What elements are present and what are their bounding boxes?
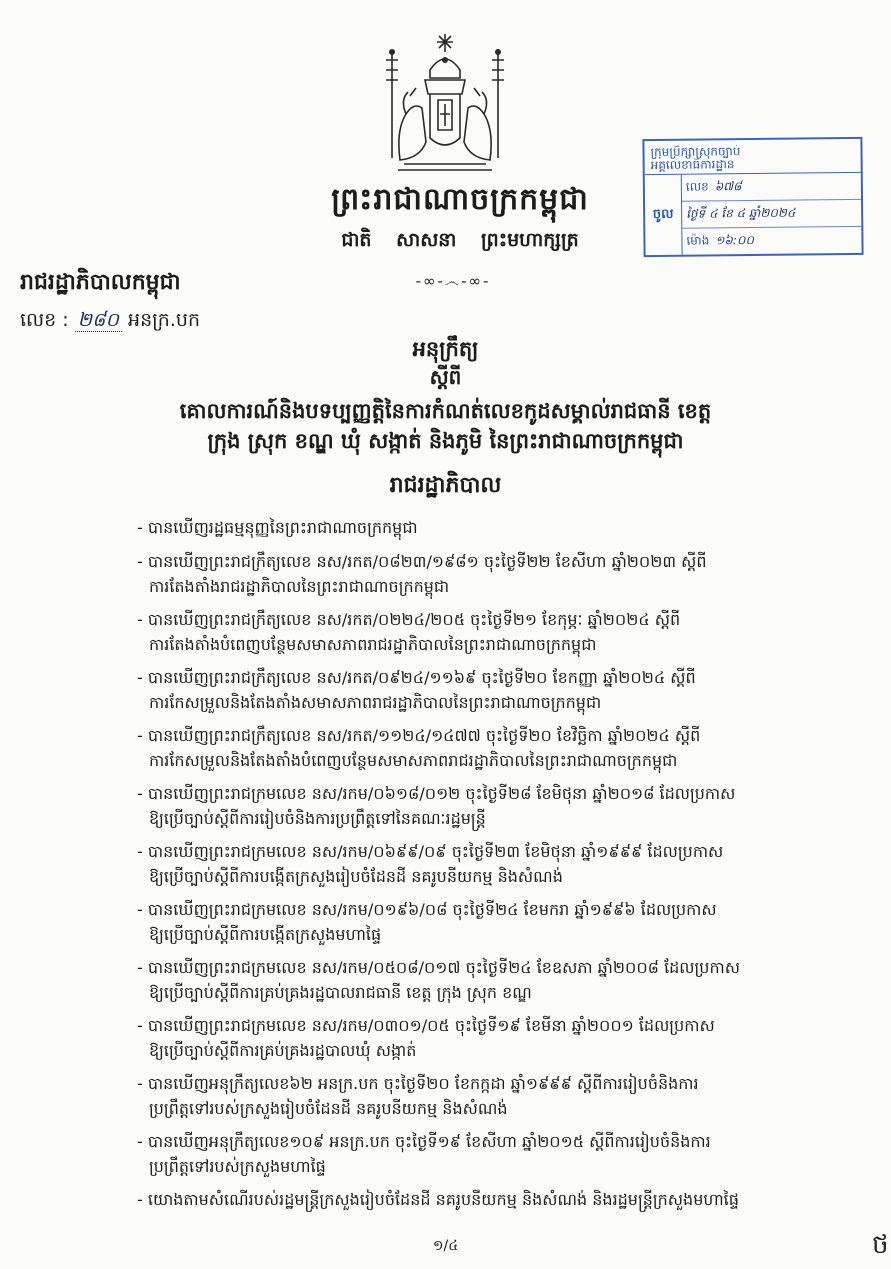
document-type-title: អនុក្រឹត្យ [412, 337, 479, 361]
recitals-list [137, 515, 857, 1221]
recital-item [137, 839, 857, 889]
reference-number-line [20, 308, 200, 336]
stamp-time: ១៦:០០ [715, 232, 755, 248]
recital-line-2: ប្រព្រឹត្តទៅរបស់ក្រសួងរៀបចំដែនដី នគរូបនីយកម្ម និងសំណង់ [149, 1099, 508, 1118]
recital-line-1: - បានឃើញព្រះរាជក្រមលេខ នស/រកម/០១៩៦/០៨ ចុះថ្ងៃទី២៤ ខែមករា ឆ្នាំ១៩៩៦ ដែលប្រកាស [137, 900, 717, 919]
recital-line-1: - បានឃើញព្រះរាជក្រមលេខ នស/រកម/០៦៩៩/០៩ ចុះថ្ងៃទី២៣ ខែមិថុនា ឆ្នាំ១៩៩៩ ដែលប្រកាស [137, 842, 724, 861]
recital-item [137, 515, 857, 540]
stamp-number: ៦៧៨ [714, 179, 742, 194]
recital-line-1: - បានឃើញព្រះរាជក្រឹត្យលេខ នស/រកត/០៨២៣/១៩៨១ ចុះថ្ងៃទី២២ ខែសីហា ឆ្នាំ២០២៣ ស្ដីពី [137, 552, 707, 571]
stamp-number-row [682, 173, 861, 201]
subject-line-1: គោលការណ៍និងបទប្បញ្ញត្តិនៃការកំណត់លេខកូដសម្គាល់រាជធានី ខេត្ត [179, 399, 712, 423]
stamp-time-row [682, 226, 861, 255]
recital-line-1: - បានឃើញព្រះរាជក្រមលេខ នស/រកម/០៣០១/០៥ ចុះថ្ងៃទី១៩ ខែមីនា ឆ្នាំ២០០១ ដែលប្រកាស [137, 1016, 715, 1035]
recital-item [137, 665, 857, 715]
regarding-label: ស្ដីពី [429, 365, 462, 389]
recital-line-1: - បានឃើញព្រះរាជក្រមលេខ នស/រកម/០៥០៨/០១៧ ចុះថ្ងៃទី២៤ ខែឧសភា ឆ្នាំ២០០៨ ដែលប្រកាស [137, 958, 740, 977]
stamp-title: ក្រុមប្រឹក្សាស្រុកច្បាប់ [650, 144, 741, 160]
recital-item [137, 1013, 857, 1063]
stamp-side-label: ចូល [645, 175, 683, 255]
subject-line-2: ក្រុង ស្រុក ខណ្ឌ ឃុំ សង្កាត់ និងភូមិ នៃព្រះរាជាណាចក្រកម្ពុជា [207, 429, 684, 453]
stamp-date-row [682, 199, 861, 228]
government-heading: រាជរដ្ឋាភិបាល [389, 473, 502, 498]
recital-line-1: - បានឃើញអនុក្រឹត្យលេខ៦២ អនក្រ.បក ចុះថ្ងៃទី២០ ខែកក្កដា ឆ្នាំ១៩៩៩ ស្ដីពីការរៀបចំនិងការ [137, 1074, 699, 1093]
recital-line-2: ឱ្យប្រើច្បាប់ស្ដីពីការបង្កើតក្រសួងរៀបចំដែនដី នគរូបនីយកម្ម និងសំណង់ [149, 867, 563, 886]
recital-item [137, 1071, 857, 1121]
royal-arms-emblem [370, 30, 520, 180]
handwritten-margin-mark: ថ [872, 1230, 889, 1260]
recital-item [137, 781, 857, 831]
reference-suffix: អនក្រ.បក [128, 309, 201, 331]
reference-number: ២៨០ [75, 309, 122, 332]
recital-item [137, 955, 857, 1005]
recital-line-1: - យោងតាមសំណើរបស់រដ្ឋមន្ត្រីក្រសួងរៀបចំដែនដី នគរូបនីយកម្ម និងសំណង់ និងរដ្ឋមន្ត្រីក្រសួងមហាផ្ទៃ [137, 1190, 739, 1209]
recital-line-1: - បានឃើញអនុក្រឹត្យលេខ១០៩ អនក្រ.បក ចុះថ្ងៃទី១៩ ខែសីហា ឆ្នាំ២០១៥ ស្ដីពីការរៀបចំនិងការ [137, 1132, 711, 1151]
stamp-number-label: លេខ [685, 179, 709, 194]
stamp-header [644, 139, 860, 175]
recital-line-1: - បានឃើញរដ្ឋធម្មនុញ្ញនៃព្រះរាជាណាចក្រកម្ពុជា [137, 518, 418, 537]
recital-item [137, 549, 857, 599]
recital-line-2: ឱ្យប្រើច្បាប់ស្ដីពីការរៀបចំនិងការប្រព្រឹត្តទៅនៃគណៈរដ្ឋមន្ត្រី [149, 809, 486, 828]
recital-line-2: ការកែសម្រួលនិងតែងតាំងសមាសភាពរាជរដ្ឋាភិបាលនៃព្រះរាជាណាចក្រកម្ពុជា [149, 693, 602, 712]
recital-item [137, 1129, 857, 1179]
recital-line-2: ប្រព្រឹត្តទៅរបស់ក្រសួងមហាផ្ទៃ [149, 1157, 326, 1176]
reference-label: លេខ : [20, 309, 69, 331]
stamp-time-label: ម៉ោង [686, 233, 710, 248]
registration-stamp [642, 137, 863, 257]
page-number: ១/៤ [432, 1238, 459, 1254]
stamp-subtitle: អគ្គលេខាធិការដ្ឋាន [650, 157, 735, 173]
recital-line-2: ឱ្យប្រើច្បាប់ស្ដីពីការបង្កើតក្រសួងមហាផ្ទៃ [149, 925, 382, 944]
issuing-government: រាជរដ្ឋាភិបាលកម្ពុជា [20, 270, 181, 295]
recital-item [137, 897, 857, 947]
national-motto: ជាតិ សាសនា ព្រះមហាក្សត្រ [341, 229, 579, 251]
stamp-date: ថ្ងៃទី ៤ ខែ ៤ ឆ្នាំ២០២៤ [686, 205, 796, 221]
recital-item [137, 1187, 857, 1212]
recital-line-2: ការកែសម្រួលនិងតែងតាំងបំពេញបន្ថែមសមាសភាពរាជរដ្ឋាភិបាលនៃព្រះរាជាណាចក្រកម្ពុជា [149, 751, 678, 770]
recital-line-1: - បានឃើញព្រះរាជក្រឹត្យលេខ នស/រកត/០៩២៤/១១៦៩ ចុះថ្ងៃទី២០ ខែកញ្ញា ឆ្នាំ២០២៤ ស្ដីពី [137, 668, 696, 687]
stamp-rows [682, 173, 862, 255]
recital-item [137, 607, 857, 657]
recital-line-2: ការតែងតាំងរាជរដ្ឋាភិបាលនៃព្រះរាជាណាចក្រកម្ពុជា [149, 577, 450, 596]
stamp-body [645, 173, 862, 255]
recital-line-2: ឱ្យប្រើច្បាប់ស្ដីពីការគ្រប់គ្រងរដ្ឋបាលឃុំ សង្កាត់ [149, 1041, 417, 1060]
recital-item [137, 723, 857, 773]
recital-line-2: ការតែងតាំងបំពេញបន្ថែមសមាសភាពរាជរដ្ឋាភិបាលនៃព្រះរាជាណាចក្រកម្ពុជា [149, 635, 597, 654]
ornament-divider: -∞-෴-∞- [415, 272, 491, 290]
kingdom-heading: ព្រះរាជាណាចក្រកម្ពុជា [331, 182, 589, 217]
recital-line-1: - បានឃើញព្រះរាជក្រឹត្យលេខ នស/រកត/១១២៤/១៤៧៧ ចុះថ្ងៃទី២០ ខែវិច្ឆិកា ឆ្នាំ២០២៤ ស្ដីពី [137, 726, 701, 745]
recital-line-1: - បានឃើញព្រះរាជក្រមលេខ នស/រកម/០៦១៨/០១២ ចុះថ្ងៃទី២៨ ខែមិថុនា ឆ្នាំ២០១៨ ដែលប្រកាស [137, 784, 736, 803]
recital-line-1: - បានឃើញព្រះរាជក្រឹត្យលេខ នស/រកត/០២២៤/២០៥ ចុះថ្ងៃទី២១ ខែកុម្ភៈ ឆ្នាំ២០២៤ ស្ដីពី [137, 610, 681, 629]
recital-line-2: ឱ្យប្រើច្បាប់ស្ដីពីការគ្រប់គ្រងរដ្ឋបាលរាជធានី ខេត្ត ក្រុង ស្រុក ខណ្ឌ [149, 983, 532, 1002]
